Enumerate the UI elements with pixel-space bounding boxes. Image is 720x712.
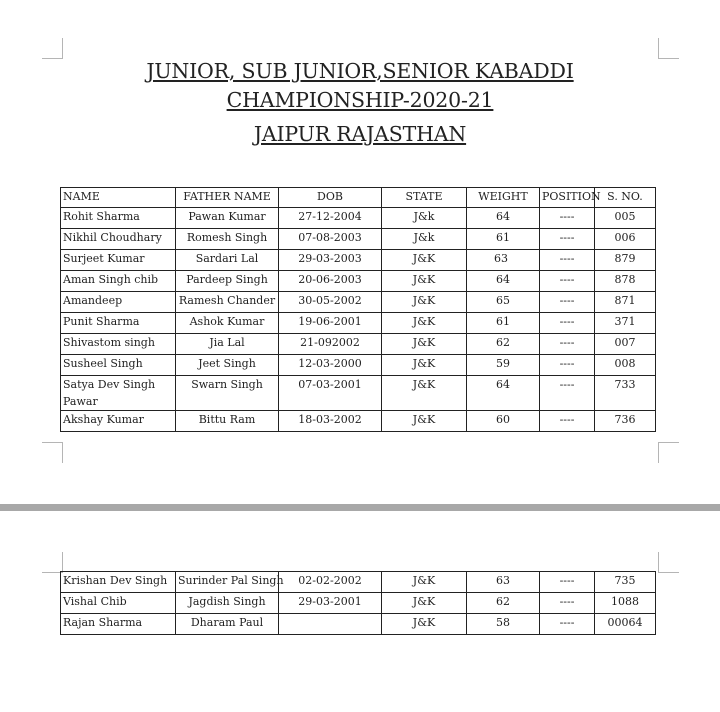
cell-name: Vishal Chib <box>61 593 176 614</box>
cell-father-name: Pardeep Singh <box>176 271 279 292</box>
cell-state: J&K <box>382 250 467 271</box>
title-line-2: CHAMPIONSHIP-2020-21 <box>226 88 494 112</box>
cell-state: J&K <box>382 355 467 376</box>
cell-name: Rohit Sharma <box>61 208 176 229</box>
header-sno: S. NO. <box>595 188 656 208</box>
table-row <box>61 376 656 411</box>
cell-sno: 735 <box>595 572 656 593</box>
cell-position: ---- <box>540 250 595 271</box>
cell-sno: 007 <box>595 334 656 355</box>
cell-dob: 29-03-2003 <box>279 250 382 271</box>
cell-state: J&k <box>382 208 467 229</box>
cell-position: ---- <box>540 334 595 355</box>
players-table-continued <box>60 571 656 635</box>
table-row <box>61 593 656 614</box>
title-line-1: JUNIOR, SUB JUNIOR,SENIOR KABADDI <box>146 59 574 83</box>
cell-father-name: Pawan Kumar <box>176 208 279 229</box>
table-row <box>61 313 656 334</box>
table-row <box>61 334 656 355</box>
cell-weight: 60 <box>467 411 540 432</box>
cell-weight: 64 <box>467 271 540 292</box>
header-row <box>61 188 656 208</box>
table-row <box>61 229 656 250</box>
cell-dob: 07-08-2003 <box>279 229 382 250</box>
cell-weight: 61 <box>467 229 540 250</box>
cell-dob: 29-03-2001 <box>279 593 382 614</box>
cell-sno: 006 <box>595 229 656 250</box>
cell-father-name: Romesh Singh <box>176 229 279 250</box>
page-separator <box>0 504 720 511</box>
cell-weight: 65 <box>467 292 540 313</box>
cell-father-name: Ramesh Chander <box>176 292 279 313</box>
cell-name: Rajan Sharma <box>61 614 176 635</box>
cell-name: Shivastom singh <box>61 334 176 355</box>
cell-state: J&K <box>382 593 467 614</box>
cell-father-name: Jagdish Singh <box>176 593 279 614</box>
cell-father-name: Dharam Paul <box>176 614 279 635</box>
crop-mark-bottom-left <box>42 442 63 463</box>
cell-dob: 12-03-2000 <box>279 355 382 376</box>
cell-name: Surjeet Kumar <box>61 250 176 271</box>
header-dob: DOB <box>279 188 382 208</box>
cell-dob: 20-06-2003 <box>279 271 382 292</box>
table-row <box>61 208 656 229</box>
cell-position: ---- <box>540 376 595 411</box>
cell-dob: 07-03-2001 <box>279 376 382 411</box>
table-row <box>61 250 656 271</box>
cell-state: J&K <box>382 334 467 355</box>
cell-dob: 30-05-2002 <box>279 292 382 313</box>
header-weight: WEIGHT <box>467 188 540 208</box>
cell-position: ---- <box>540 208 595 229</box>
cell-position: ---- <box>540 614 595 635</box>
table-row <box>61 271 656 292</box>
title-line-3: JAIPUR RAJASTHAN <box>253 122 467 146</box>
crop-mark-top-left <box>42 552 63 573</box>
cell-name: Punit Sharma <box>61 313 176 334</box>
cell-state: J&k <box>382 229 467 250</box>
cell-dob: 02-02-2002 <box>279 572 382 593</box>
cell-father-name: Swarn Singh <box>176 376 279 411</box>
cell-weight: 59 <box>467 355 540 376</box>
table-row <box>61 614 656 635</box>
cell-dob: 27-12-2004 <box>279 208 382 229</box>
cell-name: Akshay Kumar <box>61 411 176 432</box>
cell-sno: 1088 <box>595 593 656 614</box>
table-row <box>61 411 656 432</box>
cell-state: J&K <box>382 313 467 334</box>
header-state: STATE <box>382 188 467 208</box>
cell-father-name: Surinder Pal Singh <box>176 572 279 593</box>
table-row <box>61 572 656 593</box>
cell-position: ---- <box>540 411 595 432</box>
cell-position: ---- <box>540 593 595 614</box>
table-row <box>61 292 656 313</box>
crop-mark-top-right <box>658 552 679 573</box>
cell-state: J&K <box>382 411 467 432</box>
cell-sno: 008 <box>595 355 656 376</box>
cell-position: ---- <box>540 229 595 250</box>
cell-name: Krishan Dev Singh <box>61 572 176 593</box>
cell-name: Amandeep <box>61 292 176 313</box>
cell-weight: 64 <box>467 376 540 411</box>
cell-sno: 736 <box>595 411 656 432</box>
cell-name: Satya Dev Singh Pawar <box>61 376 176 411</box>
cell-sno: 879 <box>595 250 656 271</box>
cell-name: Susheel Singh <box>61 355 176 376</box>
cell-dob: 21-092002 <box>279 334 382 355</box>
cell-weight: 63 <box>467 250 540 271</box>
cell-sno: 878 <box>595 271 656 292</box>
cell-state: J&K <box>382 271 467 292</box>
cell-father-name: Jia Lal <box>176 334 279 355</box>
cell-dob: 19-06-2001 <box>279 313 382 334</box>
cell-position: ---- <box>540 355 595 376</box>
players-table <box>60 187 656 432</box>
cell-weight: 58 <box>467 614 540 635</box>
cell-father-name: Bittu Ram <box>176 411 279 432</box>
cell-weight: 62 <box>467 593 540 614</box>
cell-name: Nikhil Choudhary <box>61 229 176 250</box>
cell-sno: 00064 <box>595 614 656 635</box>
cell-sno: 005 <box>595 208 656 229</box>
crop-mark-bottom-right <box>658 442 679 463</box>
header-position: POSITION <box>540 188 595 208</box>
cell-state: J&K <box>382 614 467 635</box>
cell-dob <box>279 614 382 635</box>
cell-position: ---- <box>540 271 595 292</box>
cell-father-name: Ashok Kumar <box>176 313 279 334</box>
cell-sno: 371 <box>595 313 656 334</box>
crop-mark-top-right <box>658 38 679 59</box>
cell-sno: 871 <box>595 292 656 313</box>
cell-father-name: Jeet Singh <box>176 355 279 376</box>
document-page-2 <box>0 511 720 712</box>
cell-position: ---- <box>540 292 595 313</box>
cell-weight: 61 <box>467 313 540 334</box>
cell-position: ---- <box>540 572 595 593</box>
cell-father-name: Sardari Lal <box>176 250 279 271</box>
header-name: NAME <box>61 188 176 208</box>
cell-state: J&K <box>382 376 467 411</box>
header-father-name: FATHER NAME <box>176 188 279 208</box>
cell-name: Aman Singh chib <box>61 271 176 292</box>
cell-position: ---- <box>540 313 595 334</box>
table-row <box>61 355 656 376</box>
crop-mark-top-left <box>42 38 63 59</box>
cell-weight: 63 <box>467 572 540 593</box>
cell-weight: 62 <box>467 334 540 355</box>
cell-state: J&K <box>382 572 467 593</box>
cell-dob: 18-03-2002 <box>279 411 382 432</box>
cell-sno: 733 <box>595 376 656 411</box>
cell-weight: 64 <box>467 208 540 229</box>
cell-state: J&K <box>382 292 467 313</box>
